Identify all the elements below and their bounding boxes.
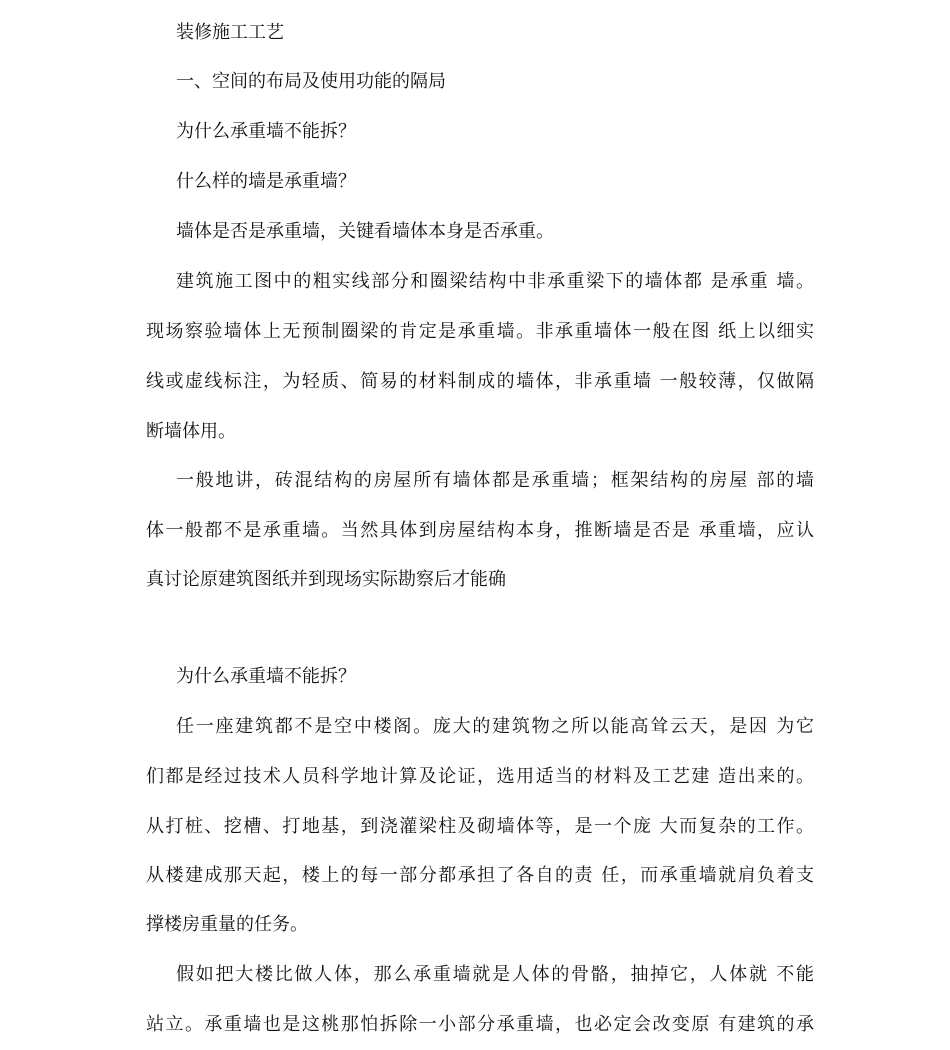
- paragraph-line: 假如把大楼比做人体，那么承重墙就是人体的骨骼，抽掉它，人体就 不能: [176, 964, 814, 985]
- paragraph-line: 一般地讲，砖混结构的房屋所有墙体都是承重墙；框架结构的房屋 部的墙: [176, 470, 814, 491]
- section-heading: 一、空间的布局及使用功能的隔局: [176, 71, 446, 92]
- paragraph-line: 站立。承重墙也是这桃那怕拆除一小部分承重墙，也必定会改变原 有建筑的承: [146, 1014, 814, 1035]
- paragraph-line: 从打桩、挖槽、打地基，到浇灌梁柱及砌墙体等，是一个庞 大而复杂的工作。: [146, 816, 814, 837]
- paragraph-line: 体一般都不是承重墙。当然具体到房屋结构本身，推断墙是否是 承重墙，应认: [146, 520, 814, 541]
- paragraph-line: 断墙体用。: [146, 421, 236, 442]
- paragraph-line: 现场察验墙体上无预制圈梁的肯定是承重墙。非承重墙体一般在图 纸上以细实: [146, 321, 814, 342]
- paragraph-line: 从楼建成那天起，楼上的每一部分都承担了各自的责 任，而承重墙就肩负着支: [146, 865, 814, 886]
- paragraph-line: 真讨论原建筑图纸并到现场实际勘察后才能确: [146, 569, 506, 590]
- question-heading: 什么样的墙是承重墙？: [176, 171, 356, 192]
- question-heading: 为什么承重墙不能拆？: [176, 121, 356, 142]
- paragraph-line: 建筑施工图中的粗实线部分和圈梁结构中非承重梁下的墙体都 是承重 墙。: [176, 271, 814, 292]
- paragraph-line: 撑楼房重量的任务。: [146, 914, 308, 935]
- paragraph-line: 任一座建筑都不是空中楼阁。庞大的建筑物之所以能高耸云天，是因 为它: [176, 716, 814, 737]
- paragraph-line: 们都是经过技术人员科学地计算及论证，选用适当的材料及工艺建 造出来的。: [146, 766, 814, 787]
- paragraph-line: 墙体是否是承重墙，关键看墙体本身是否承重。: [176, 221, 554, 242]
- document-title: 装修施工工艺: [176, 22, 284, 43]
- paragraph-line: 线或虚线标注，为轻质、简易的材料制成的墙体，非承重墙 一般较薄，仅做隔: [146, 371, 814, 392]
- question-heading: 为什么承重墙不能拆？: [176, 666, 356, 687]
